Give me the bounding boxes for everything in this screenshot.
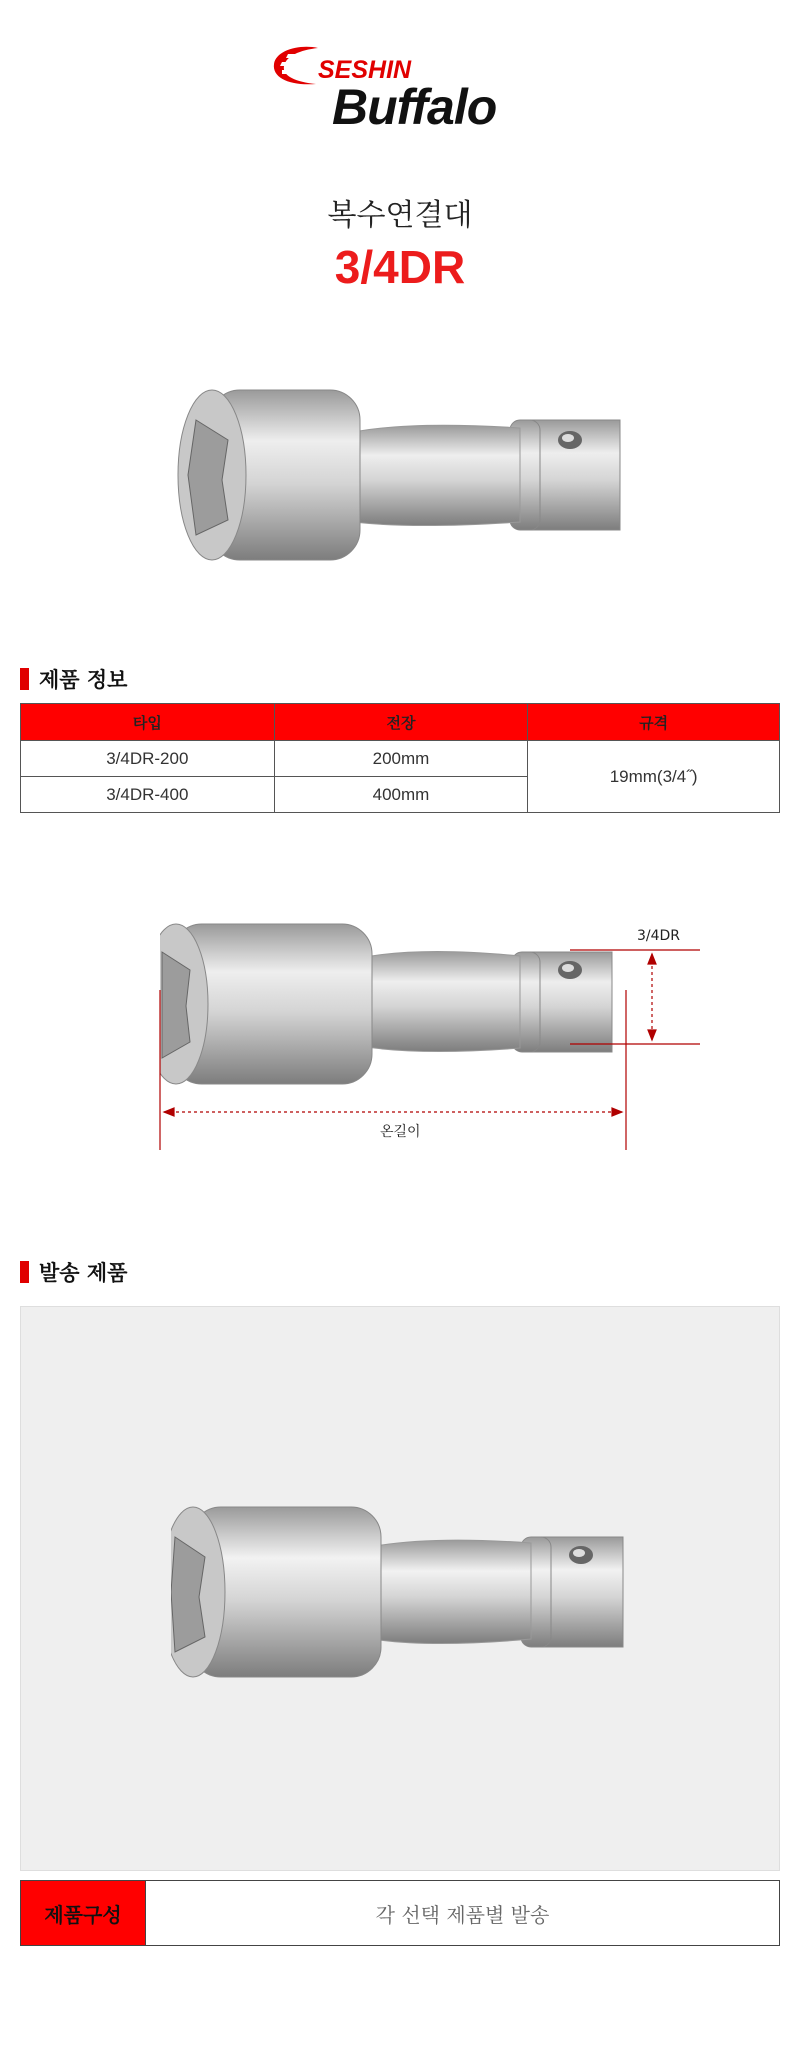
cell-length: 400mm	[274, 777, 528, 813]
overall-length-label: 온길이	[380, 1124, 421, 1140]
product-size: 3/4DR	[334, 241, 466, 293]
cell-spec: 19mm(3/4˝)	[528, 741, 780, 813]
shipping-product-box	[20, 1306, 780, 1871]
product-name: 복수연결대	[327, 198, 473, 233]
composition-label: 제품구성	[21, 1881, 146, 1945]
extension-bar-image-shipping	[171, 1497, 651, 1697]
product-info-heading	[20, 666, 127, 692]
header-length: 전장	[274, 704, 528, 741]
product-info-title: 제품 정보	[39, 668, 128, 692]
heading-marker	[20, 1261, 29, 1283]
shipping-title: 발송 제품	[39, 1261, 128, 1285]
logo-seshin-text: SESHIN	[318, 56, 412, 84]
shipping-heading	[20, 1259, 127, 1285]
brand-logo	[270, 40, 540, 140]
table-header-row	[21, 704, 780, 741]
drive-size-label: 3/4DR	[637, 928, 681, 944]
logo-buffalo-text: Buffalo	[332, 79, 497, 135]
table-row	[21, 741, 780, 777]
header-spec: 규격	[528, 704, 780, 741]
cell-type: 3/4DR-200	[21, 741, 275, 777]
composition-row	[20, 1880, 780, 1946]
cell-length: 200mm	[274, 741, 528, 777]
header-type: 타입	[21, 704, 275, 741]
dimension-lines	[150, 940, 730, 1160]
heading-marker	[20, 668, 29, 690]
cell-type: 3/4DR-400	[21, 777, 275, 813]
extension-bar-image-top	[170, 380, 650, 580]
composition-value: 각 선택 제품별 발송	[375, 1902, 550, 1927]
spec-table	[20, 703, 780, 813]
